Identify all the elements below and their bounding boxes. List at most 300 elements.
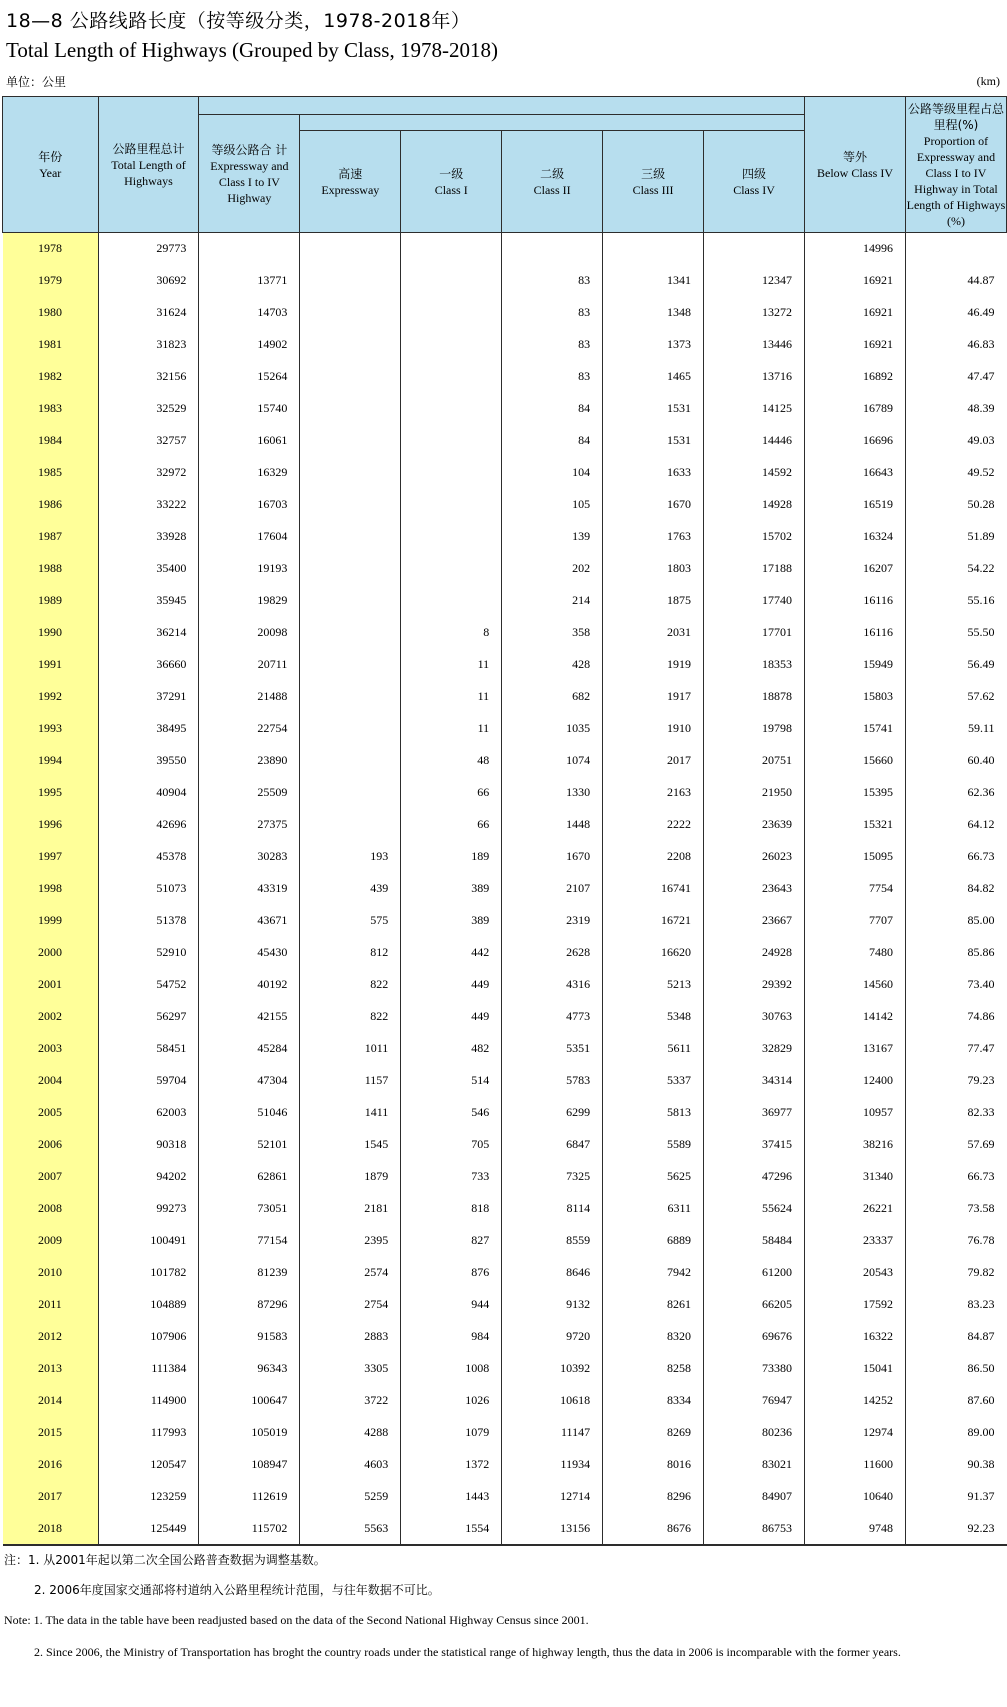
- year-cell: 1989: [3, 585, 99, 617]
- value-cell: 4316: [502, 969, 603, 1001]
- value-cell: 49.03: [905, 425, 1006, 457]
- value-cell: 90.38: [905, 1449, 1006, 1481]
- highway-length-table: [2, 96, 1007, 1546]
- value-cell: 5783: [502, 1065, 603, 1097]
- value-cell: [502, 233, 603, 265]
- value-cell: 19798: [704, 713, 805, 745]
- value-cell: 1373: [603, 329, 704, 361]
- value-cell: [300, 649, 401, 681]
- value-cell: 984: [401, 1321, 502, 1353]
- value-cell: 14446: [704, 425, 805, 457]
- year-cell: 2004: [3, 1065, 99, 1097]
- value-cell: 442: [401, 937, 502, 969]
- note-cn-2: 2. 2006年度国家交通部将村道纳入公路里程统计范围，与往年数据不可比。: [34, 1583, 440, 1597]
- value-cell: 733: [401, 1161, 502, 1193]
- value-cell: 20751: [704, 745, 805, 777]
- table-row: [3, 1385, 1007, 1417]
- value-cell: 18878: [704, 681, 805, 713]
- value-cell: 96343: [199, 1353, 300, 1385]
- table-row: [3, 233, 1007, 265]
- value-cell: 20098: [199, 617, 300, 649]
- value-cell: [401, 425, 502, 457]
- year-cell: 2018: [3, 1513, 99, 1545]
- value-cell: [401, 265, 502, 297]
- year-cell: 1998: [3, 873, 99, 905]
- value-cell: 32829: [704, 1033, 805, 1065]
- table-row: [3, 329, 1007, 361]
- value-cell: 8114: [502, 1193, 603, 1225]
- value-cell: 1035: [502, 713, 603, 745]
- value-cell: 1803: [603, 553, 704, 585]
- value-cell: 84.87: [905, 1321, 1006, 1353]
- header-class-ii: 二级 Class II: [502, 131, 603, 233]
- value-cell: 40904: [156, 785, 187, 799]
- value-cell: 33222: [156, 497, 187, 511]
- value-cell: 5589: [603, 1129, 704, 1161]
- value-cell: 12974: [805, 1417, 906, 1449]
- value-cell: 8258: [603, 1353, 704, 1385]
- value-cell: 14928: [704, 489, 805, 521]
- value-cell: 94202: [156, 1169, 187, 1183]
- value-cell: 54.22: [905, 553, 1006, 585]
- value-cell: 30283: [199, 841, 300, 873]
- value-cell: 193: [300, 841, 401, 873]
- table-row: [3, 777, 1007, 809]
- value-cell: 42696: [156, 817, 187, 831]
- year-cell: 2010: [3, 1257, 99, 1289]
- value-cell: 5213: [603, 969, 704, 1001]
- table-row: [3, 1001, 1007, 1033]
- value-cell: 39550: [156, 753, 187, 767]
- year-cell: 1999: [3, 905, 99, 937]
- value-cell: 1372: [401, 1449, 502, 1481]
- value-cell: 13716: [704, 361, 805, 393]
- year-cell: 1990: [3, 617, 99, 649]
- value-cell: 9132: [502, 1289, 603, 1321]
- value-cell: 66: [401, 777, 502, 809]
- value-cell: [300, 713, 401, 745]
- value-cell: 5351: [502, 1033, 603, 1065]
- value-cell: 111384: [151, 1361, 187, 1375]
- value-cell: 38495: [156, 721, 187, 735]
- value-cell: 2017: [603, 745, 704, 777]
- value-cell: 35945: [156, 593, 187, 607]
- value-cell: 83: [502, 361, 603, 393]
- value-cell: 1465: [603, 361, 704, 393]
- value-cell: 73.40: [905, 969, 1006, 1001]
- value-cell: [300, 521, 401, 553]
- table-row: [3, 1481, 1007, 1513]
- value-cell: 2208: [603, 841, 704, 873]
- value-cell: 1545: [300, 1129, 401, 1161]
- value-cell: 682: [502, 681, 603, 713]
- value-cell: 17604: [199, 521, 300, 553]
- value-cell: 23890: [199, 745, 300, 777]
- value-cell: 82.33: [905, 1097, 1006, 1129]
- table-row: [3, 681, 1007, 713]
- table-row: [3, 265, 1007, 297]
- table-row: [3, 1065, 1007, 1097]
- year-cell: 1993: [3, 713, 99, 745]
- table-row: [3, 585, 1007, 617]
- value-cell: 55.50: [905, 617, 1006, 649]
- value-cell: 108947: [199, 1449, 300, 1481]
- year-cell: 2003: [3, 1033, 99, 1065]
- value-cell: 1531: [603, 393, 704, 425]
- value-cell: 15660: [805, 745, 906, 777]
- value-cell: 4288: [300, 1417, 401, 1449]
- table-row: [3, 361, 1007, 393]
- table-row: [3, 1353, 1007, 1385]
- value-cell: 62.36: [905, 777, 1006, 809]
- value-cell: [603, 233, 704, 265]
- value-cell: 99273: [156, 1201, 187, 1215]
- header-year: 年份 Year: [3, 97, 99, 233]
- year-cell: 1982: [3, 361, 99, 393]
- value-cell: 389: [401, 873, 502, 905]
- year-cell: 2012: [3, 1321, 99, 1353]
- value-cell: 14252: [805, 1385, 906, 1417]
- value-cell: 16741: [603, 873, 704, 905]
- value-cell: [300, 617, 401, 649]
- year-cell: 1987: [3, 521, 99, 553]
- value-cell: 73051: [199, 1193, 300, 1225]
- value-cell: 16329: [199, 457, 300, 489]
- value-cell: 15803: [805, 681, 906, 713]
- value-cell: 1411: [300, 1097, 401, 1129]
- value-cell: 2628: [502, 937, 603, 969]
- value-cell: 76947: [704, 1385, 805, 1417]
- value-cell: 48: [401, 745, 502, 777]
- value-cell: 16921: [805, 265, 906, 297]
- value-cell: 16643: [805, 457, 906, 489]
- value-cell: 827: [401, 1225, 502, 1257]
- value-cell: 77.47: [905, 1033, 1006, 1065]
- value-cell: 55.16: [905, 585, 1006, 617]
- value-cell: [300, 329, 401, 361]
- value-cell: 52910: [156, 945, 187, 959]
- value-cell: 56.49: [905, 649, 1006, 681]
- value-cell: 15740: [199, 393, 300, 425]
- value-cell: 10640: [805, 1481, 906, 1513]
- value-cell: 90318: [156, 1137, 187, 1151]
- value-cell: 1348: [603, 297, 704, 329]
- value-cell: 1026: [401, 1385, 502, 1417]
- value-cell: 100491: [150, 1233, 187, 1247]
- value-cell: [300, 777, 401, 809]
- value-cell: 16061: [199, 425, 300, 457]
- value-cell: 23337: [805, 1225, 906, 1257]
- value-cell: 1079: [401, 1417, 502, 1449]
- table-row: [3, 1289, 1007, 1321]
- value-cell: 17701: [704, 617, 805, 649]
- value-cell: 13771: [199, 265, 300, 297]
- value-cell: 21488: [199, 681, 300, 713]
- value-cell: 51046: [199, 1097, 300, 1129]
- table-row: [3, 1129, 1007, 1161]
- year-cell: 2005: [3, 1097, 99, 1129]
- value-cell: 87.60: [905, 1385, 1006, 1417]
- value-cell: 2163: [603, 777, 704, 809]
- table-row: [3, 937, 1007, 969]
- value-cell: 51.89: [905, 521, 1006, 553]
- table-row: [3, 873, 1007, 905]
- value-cell: 46.49: [905, 297, 1006, 329]
- value-cell: 5259: [300, 1481, 401, 1513]
- value-cell: 16721: [603, 905, 704, 937]
- value-cell: 35400: [156, 561, 187, 575]
- value-cell: 1670: [603, 489, 704, 521]
- table-row: [3, 1321, 1007, 1353]
- header-expressway: 高速 Expressway: [300, 131, 401, 233]
- value-cell: 1074: [502, 745, 603, 777]
- value-cell: 3305: [300, 1353, 401, 1385]
- table-header: [3, 97, 1007, 233]
- value-cell: 76.78: [905, 1225, 1006, 1257]
- value-cell: 23639: [704, 809, 805, 841]
- value-cell: 66: [401, 809, 502, 841]
- value-cell: 23667: [704, 905, 805, 937]
- value-cell: 2395: [300, 1225, 401, 1257]
- year-cell: 2015: [3, 1417, 99, 1449]
- value-cell: 27375: [199, 809, 300, 841]
- value-cell: 114900: [150, 1393, 187, 1407]
- value-cell: 31624: [156, 305, 187, 319]
- value-cell: 1330: [502, 777, 603, 809]
- year-cell: 2006: [3, 1129, 99, 1161]
- year-cell: 2011: [3, 1289, 99, 1321]
- year-cell: 1983: [3, 393, 99, 425]
- value-cell: 32156: [156, 369, 187, 383]
- table-row: [3, 1449, 1007, 1481]
- value-cell: 42155: [199, 1001, 300, 1033]
- value-cell: 16207: [805, 553, 906, 585]
- year-cell: 1995: [3, 777, 99, 809]
- value-cell: [300, 361, 401, 393]
- value-cell: 514: [401, 1065, 502, 1097]
- value-cell: 31340: [805, 1161, 906, 1193]
- value-cell: 449: [401, 969, 502, 1001]
- value-cell: 29773: [98, 233, 199, 265]
- value-cell: 139: [502, 521, 603, 553]
- value-cell: 36977: [704, 1097, 805, 1129]
- table-title-cn: 18—8 公路线路长度（按等级分类，1978-2018年）: [6, 10, 471, 32]
- table-title-en: Total Length of Highways (Grouped by Class, 1978-2018): [6, 38, 498, 62]
- value-cell: 15321: [805, 809, 906, 841]
- value-cell: 84: [502, 425, 603, 457]
- value-cell: 16116: [805, 585, 906, 617]
- value-cell: 49.52: [905, 457, 1006, 489]
- value-cell: 5813: [603, 1097, 704, 1129]
- value-cell: 818: [401, 1193, 502, 1225]
- value-cell: 7480: [805, 937, 906, 969]
- value-cell: 54752: [156, 977, 187, 991]
- value-cell: 47304: [199, 1065, 300, 1097]
- value-cell: 112619: [199, 1481, 300, 1513]
- value-cell: [704, 233, 805, 265]
- value-cell: 1633: [603, 457, 704, 489]
- value-cell: [300, 489, 401, 521]
- value-cell: 22754: [199, 713, 300, 745]
- value-cell: 7754: [805, 873, 906, 905]
- value-cell: 60.40: [905, 745, 1006, 777]
- table-row: [3, 297, 1007, 329]
- value-cell: [300, 585, 401, 617]
- value-cell: 546: [401, 1097, 502, 1129]
- value-cell: 8559: [502, 1225, 603, 1257]
- value-cell: 19829: [199, 585, 300, 617]
- value-cell: 2181: [300, 1193, 401, 1225]
- value-cell: 83: [502, 329, 603, 361]
- value-cell: 11: [401, 649, 502, 681]
- year-cell: 1992: [3, 681, 99, 713]
- value-cell: 32757: [156, 433, 187, 447]
- value-cell: 9748: [805, 1513, 906, 1545]
- value-cell: 34314: [704, 1065, 805, 1097]
- table-body: [3, 233, 1007, 1545]
- value-cell: 13156: [502, 1513, 603, 1545]
- value-cell: [401, 361, 502, 393]
- value-cell: 2031: [603, 617, 704, 649]
- value-cell: 15702: [704, 521, 805, 553]
- value-cell: 13167: [805, 1033, 906, 1065]
- value-cell: 16921: [805, 329, 906, 361]
- year-cell: 1980: [3, 297, 99, 329]
- value-cell: 16921: [805, 297, 906, 329]
- year-cell: 1988: [3, 553, 99, 585]
- value-cell: [401, 521, 502, 553]
- value-cell: 115702: [199, 1513, 300, 1545]
- value-cell: 15095: [805, 841, 906, 873]
- value-cell: 56297: [156, 1009, 187, 1023]
- value-cell: 23643: [704, 873, 805, 905]
- value-cell: 1443: [401, 1481, 502, 1513]
- value-cell: [300, 681, 401, 713]
- value-cell: 214: [502, 585, 603, 617]
- value-cell: 47296: [704, 1161, 805, 1193]
- header-proportion: 公路等级里程占总里程(%) Proportion of Expressway and Class I to IV Highway in Total Length of Highways (%): [905, 97, 1006, 233]
- value-cell: 1531: [603, 425, 704, 457]
- value-cell: 123259: [150, 1489, 187, 1503]
- value-cell: [300, 553, 401, 585]
- value-cell: 4773: [502, 1001, 603, 1033]
- value-cell: [300, 745, 401, 777]
- value-cell: 37415: [704, 1129, 805, 1161]
- value-cell: 16324: [805, 521, 906, 553]
- value-cell: 120547: [150, 1457, 187, 1471]
- value-cell: 25509: [199, 777, 300, 809]
- value-cell: 11600: [805, 1449, 906, 1481]
- value-cell: 876: [401, 1257, 502, 1289]
- table-row: [3, 745, 1007, 777]
- value-cell: 5337: [603, 1065, 704, 1097]
- table-row: [3, 905, 1007, 937]
- unit-label-cn: 单位：公里: [6, 75, 67, 89]
- value-cell: 2319: [502, 905, 603, 937]
- value-cell: 15949: [805, 649, 906, 681]
- value-cell: 57.69: [905, 1129, 1006, 1161]
- value-cell: [300, 297, 401, 329]
- value-cell: 11934: [502, 1449, 603, 1481]
- year-cell: 2013: [3, 1353, 99, 1385]
- table-row: [3, 457, 1007, 489]
- value-cell: 14142: [805, 1001, 906, 1033]
- value-cell: 2107: [502, 873, 603, 905]
- value-cell: [199, 233, 300, 265]
- value-cell: 575: [300, 905, 401, 937]
- value-cell: 83: [502, 297, 603, 329]
- table-row: [3, 393, 1007, 425]
- value-cell: 10618: [502, 1385, 603, 1417]
- table-row: [3, 713, 1007, 745]
- value-cell: 91583: [199, 1321, 300, 1353]
- value-cell: 29392: [704, 969, 805, 1001]
- value-cell: 6299: [502, 1097, 603, 1129]
- table-row: [3, 1193, 1007, 1225]
- value-cell: 15741: [805, 713, 906, 745]
- value-cell: 48.39: [905, 393, 1006, 425]
- value-cell: 43319: [199, 873, 300, 905]
- value-cell: 84.82: [905, 873, 1006, 905]
- value-cell: 2754: [300, 1289, 401, 1321]
- value-cell: 32529: [156, 401, 187, 415]
- value-cell: 16620: [603, 937, 704, 969]
- value-cell: 58451: [156, 1041, 187, 1055]
- value-cell: 16892: [805, 361, 906, 393]
- value-cell: 15264: [199, 361, 300, 393]
- value-cell: 55624: [704, 1193, 805, 1225]
- header-class-i: 一级 Class I: [401, 131, 502, 233]
- value-cell: 59.11: [905, 713, 1006, 745]
- value-cell: 6889: [603, 1225, 704, 1257]
- value-cell: 105: [502, 489, 603, 521]
- value-cell: 16789: [805, 393, 906, 425]
- value-cell: 33928: [156, 529, 187, 543]
- value-cell: 14902: [199, 329, 300, 361]
- table-row: [3, 969, 1007, 1001]
- table-row: [3, 1257, 1007, 1289]
- year-cell: 1997: [3, 841, 99, 873]
- value-cell: 101782: [150, 1265, 187, 1279]
- value-cell: 80236: [704, 1417, 805, 1449]
- value-cell: 15395: [805, 777, 906, 809]
- value-cell: 202: [502, 553, 603, 585]
- table-row: [3, 489, 1007, 521]
- value-cell: 91.37: [905, 1481, 1006, 1513]
- value-cell: 105019: [199, 1417, 300, 1449]
- value-cell: [300, 809, 401, 841]
- value-cell: 1554: [401, 1513, 502, 1545]
- year-cell: 2008: [3, 1193, 99, 1225]
- value-cell: 428: [502, 649, 603, 681]
- value-cell: 100647: [199, 1385, 300, 1417]
- value-cell: 52101: [199, 1129, 300, 1161]
- value-cell: 482: [401, 1033, 502, 1065]
- year-cell: 2009: [3, 1225, 99, 1257]
- value-cell: 36214: [156, 625, 187, 639]
- value-cell: 24928: [704, 937, 805, 969]
- note-en-2: 2. Since 2006, the Ministry of Transportation has broght the country roads under the statistical range of highway length, thus the data in 2006 is incomparable with the former years.: [34, 1645, 901, 1659]
- value-cell: 11: [401, 713, 502, 745]
- value-cell: 26023: [704, 841, 805, 873]
- value-cell: 8334: [603, 1385, 704, 1417]
- table-row: [3, 1225, 1007, 1257]
- value-cell: 705: [401, 1129, 502, 1161]
- year-cell: 1985: [3, 457, 99, 489]
- value-cell: 5563: [300, 1513, 401, 1545]
- table-row: [3, 1161, 1007, 1193]
- table-row: [3, 809, 1007, 841]
